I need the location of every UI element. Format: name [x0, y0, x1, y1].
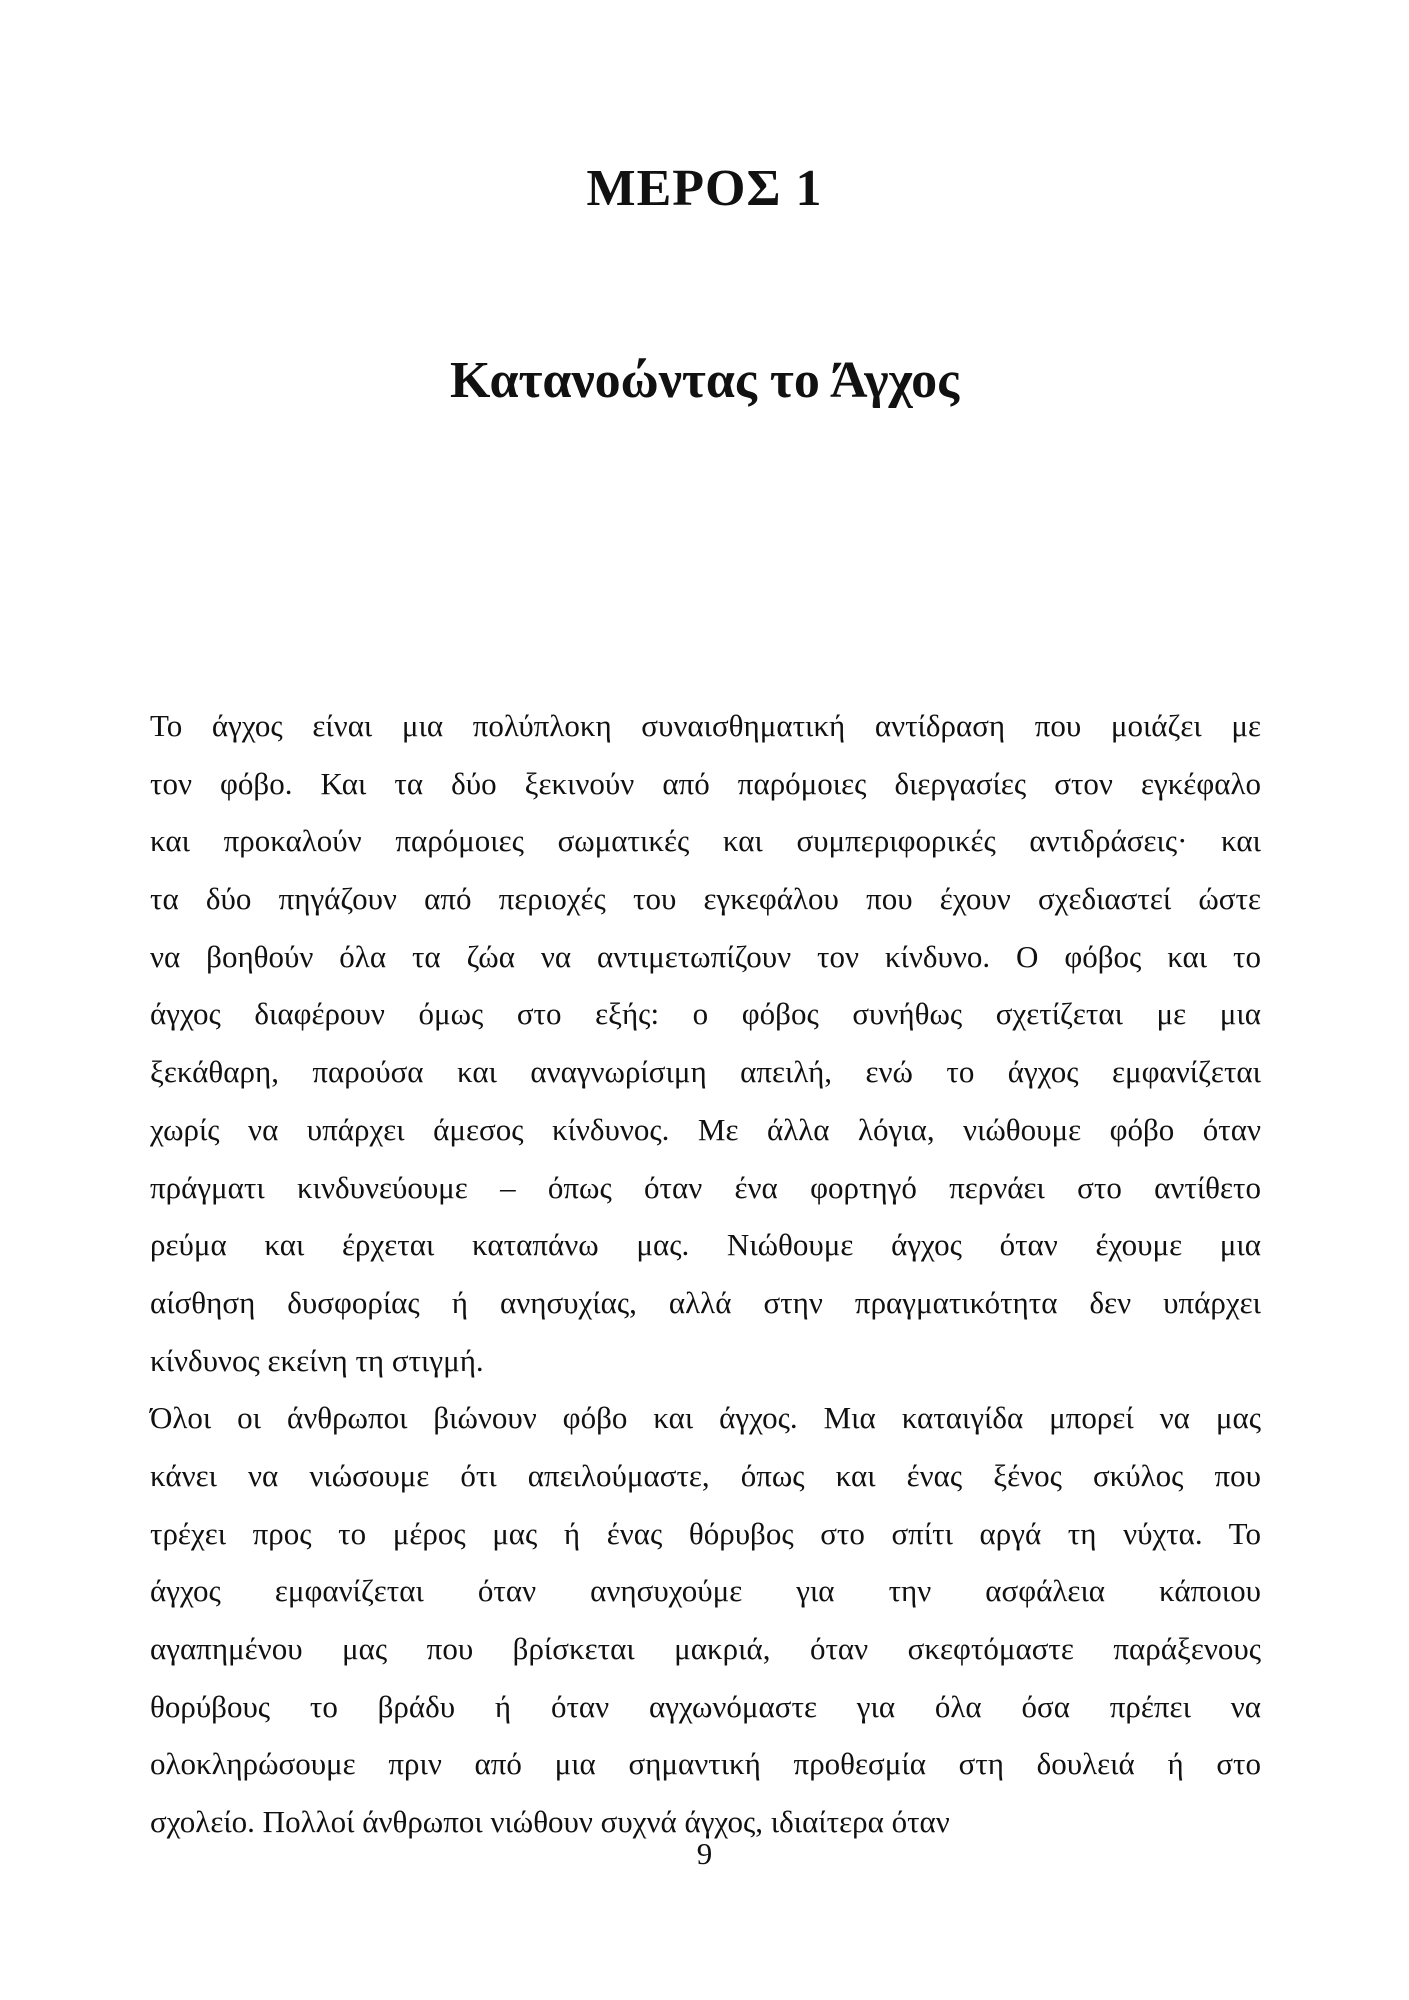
text-line: Το άγχος είναι μια πολύπλοκη συναισθηματική αντίδραση που μοιάζει με — [150, 708, 1261, 743]
text-line: τρέχει προς το μέρος μας ή ένας θόρυβος στο σπίτι αργά τη νύχτα. Το — [150, 1515, 1261, 1551]
text-line: Όλοι οι άνθρωποι βιώνουν φόβο και άγχος. Μια καταιγίδα μπορεί να μας — [150, 1400, 1261, 1436]
text-line: θορύβους το βράδυ ή όταν αγχωνόμαστε για όλα όσα πρέπει να — [150, 1688, 1261, 1724]
text-line: χωρίς να υπάρχει άμεσος κίνδυνος. Με άλλα λόγια, νιώθουμε φόβο όταν — [150, 1111, 1261, 1147]
part-title: ΜΕΡΟΣ 1 — [586, 160, 823, 217]
text-line: ολοκληρώσουμε πριν από μια σημαντική προθεσμία στη δουλειά ή στο — [150, 1746, 1261, 1782]
text-line: αγαπημένου μας που βρίσκεται μακριά, όταν σκεφτόμαστε παράξενους — [150, 1631, 1261, 1666]
text-line: τα δύο πηγάζουν από περιοχές του εγκεφάλου που έχουν σχεδιαστεί ώστε — [150, 881, 1261, 917]
text-line: να βοηθούν όλα τα ζώα να αντιμετωπίζουν τον κίνδυνο. Ο φόβος και το — [150, 938, 1261, 974]
paragraph-2 — [150, 1389, 1261, 1851]
text-line: πράγματι κινδυνεύουμε – όπως όταν ένα φορτηγό περνάει στο αντίθετο — [150, 1169, 1261, 1205]
text-line: ρεύμα και έρχεται καταπάνω μας. Νιώθουμε άγχος όταν έχουμε μια — [150, 1227, 1261, 1263]
text-line: τον φόβο. Και τα δύο ξεκινούν από παρόμοιες διεργασίες στον εγκέφαλο — [150, 765, 1261, 801]
text-line: σχολείο. Πολλοί άνθρωποι νιώθουν συχνά άγχος, ιδιαίτερα όταν — [150, 1804, 950, 1840]
text-line: άγχος εμφανίζεται όταν ανησυχούμε για την ασφάλεια κάποιου — [150, 1573, 1261, 1609]
text-line: άγχος διαφέρουν όμως στο εξής: ο φόβος συνήθως σχετίζεται με μια — [150, 996, 1261, 1032]
chapter-title: Κατανοώντας το Άγχος — [449, 352, 960, 409]
text-line: κάνει να νιώσουμε ότι απειλούμαστε, όπως και ένας ξένος σκύλος που — [150, 1457, 1261, 1493]
text-line: αίσθηση δυσφορίας ή ανησυχίας, αλλά στην πραγματικότητα δεν υπάρχει — [150, 1284, 1261, 1320]
body-text — [150, 697, 1261, 1851]
text-line: και προκαλούν παρόμοιες σωματικές και συμπεριφορικές αντιδράσεις· και — [150, 823, 1261, 859]
page-number: 9 — [696, 1836, 713, 1871]
paragraph-1 — [150, 697, 1261, 1389]
text-line: κίνδυνος εκείνη τη στιγμή. — [150, 1342, 484, 1378]
text-line: ξεκάθαρη, παρούσα και αναγνωρίσιμη απειλή, ενώ το άγχος εμφανίζεται — [150, 1054, 1261, 1090]
